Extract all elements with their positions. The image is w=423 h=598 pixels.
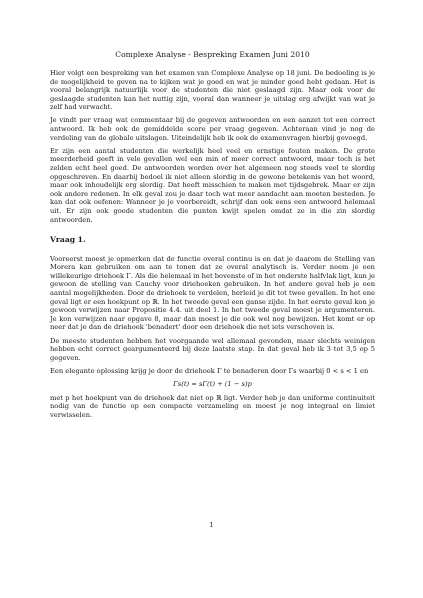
formula-gamma-s: Γs(t) = sΓ(t) + (1 − s)p xyxy=(173,379,252,388)
vraag-1-closing-paragraph: met p het hoekpunt van de driehoek dat niet op ℝ ligt. Verder heb je dan uniforme continuiteit nodig van de functie op een compacte verzameling en moest je nog integraal en limiet verwisselen. xyxy=(50,393,375,419)
section-heading-vraag-1: Vraag 1. xyxy=(50,235,86,245)
vraag-1-paragraph-3: Een elegante oplossing krijg je door de driehoek Γ te benaderen door Γs waarbij 0 < s < 1 en xyxy=(50,366,369,375)
intro-paragraph-2: Je vindt per vraag wat commentaar bij de gegeven antwoorden en een aanzet tot een correct antwoord. Ik heb ook de gemiddelde score per vraag gegeven. Achteraan vind je nog de verdeling van de globale uitslagen. Uiteindelijk heb ik ook de examenvragen hierbij gevoegd. xyxy=(50,116,375,142)
vraag-1-paragraph-2: De meeste studenten hebben het voorgaande wel allemaal gevonden, maar slechts weinigen hebben echt correct geargumenteerd bij deze laatste stap. In dat geval heb ik 3 tot 3,5 op 5 gegeven. xyxy=(50,336,375,362)
document-page xyxy=(50,50,375,424)
document-title: Complexe Analyse - Bespreking Examen Juni 2010 xyxy=(115,50,310,59)
vraag-1-paragraph-1: Vooreerst moest je opmerken dat de functie overal continu is en dat je daarom de Stelling van Morera kan gebruiken om aan te tonen dat ze overal analytisch is. Verder neem je een willekeurige driehoek Γ. Als die helemaal in het bovenste of in het onderste halfvlak ligt, kun je gewoon de stelling van Cauchy voor driehoeken gebruiken. In het andere geval heb je een aantal mogelijkheden. Door de driehoek te verdelen, herleid je dit tot twee gevallen. In het ene geval ligt er een hoekpunt op ℝ. In het tweede geval een ganse zijde. In het eerste geval kon je gewoon verwijzen naar Propositie 4.4. uit deel 1. In het tweede geval moest je argumenteren. Je kon verwijzen naar opgave 8, maar dan moest je die ook wel nog bewijzen. Het komt er op neer dat je dan de driehoek 'benadert' door een driehoek die net iets verschoven is. xyxy=(50,254,375,332)
page-number: 1 xyxy=(209,521,214,529)
intro-paragraph-3: Er zijn een aantal studenten die werkelijk heel veel en ernstige fouten maken. De grote meerderheid geeft in vele gevallen wel een min of meer correct antwoord, maar toch is het zelden echt heel goed. De antwoorden worden over het algemeen nog steeds veel te slordig opgeschreven. En daarbij bedoel ik niet alleen slordig in de gewone betekenis van het woord, maar ook inhoudelijk erg slordig. Dat heeft misschien te maken met tijdsgebrek. Maar er zijn ook andere redenen. In elk geval zou je daar toch wat meer aandacht aan moeten besteden. Je kan dat ook oefenen: Wanneer je je voorbereidt, schrijf dan ook eens een antwoord helemaal uit. Er zijn ook goede studenten die punten kwijt spelen omdat ze in die zin slordig antwoorden. xyxy=(50,146,375,224)
intro-paragraph-1: Hier volgt een bespreking van het examen van Complexe Analyse op 18 juni. De bedoeling is je de mogelijkheid te geven na te kijken wat je goed en wat je minder goed hebt gedaan. Het is vooral belangrijk natuurlijk voor de studenten die niet geslaagd zijn. Maar ook voor de geslaagde studenten kan het nuttig zijn, vooral dan wanneer je uitslag erg afwijkt van wat je zelf had verwacht. xyxy=(50,69,375,112)
